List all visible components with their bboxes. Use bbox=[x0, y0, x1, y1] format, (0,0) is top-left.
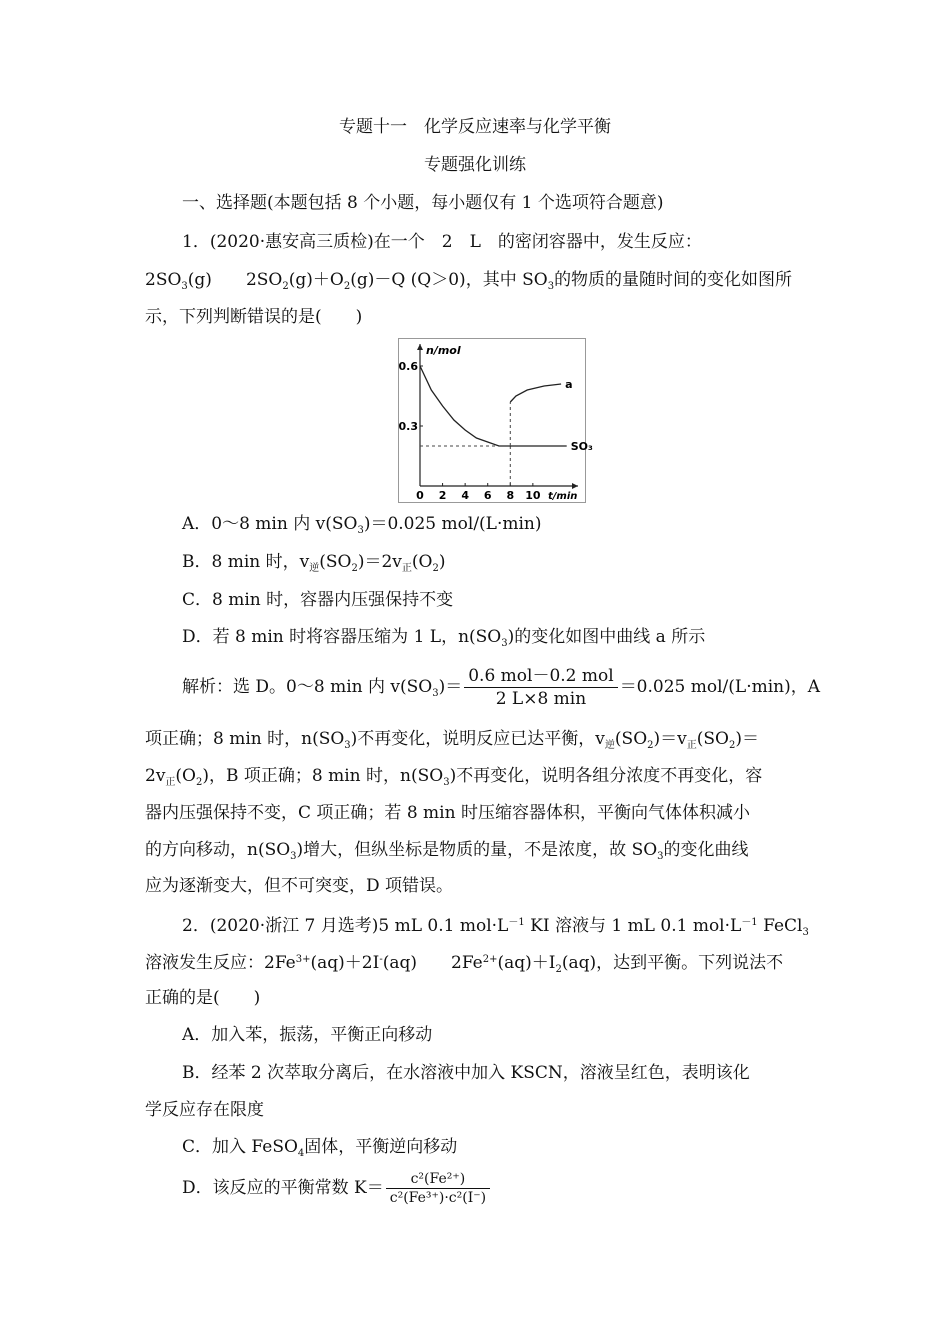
x-tick-label: 6 bbox=[483, 489, 492, 502]
q1-analysis-line5: 的方向移动，$n(SO_3)$增大，但纵坐标是物质的量，不是浓度，故 $SO_3$的变化曲线 bbox=[145, 840, 749, 862]
y-axis-label: n/mol bbox=[426, 344, 461, 357]
q2-option-a: A．加入苯，振荡，平衡正向移动 bbox=[182, 1025, 433, 1045]
x-tick-label: 2 bbox=[438, 489, 447, 502]
q1-line1: 1．(2020·惠安高三质检)在一个 2 L 的密闭容器中，发生反应： bbox=[182, 232, 702, 252]
q2-option-b-line2: 学反应存在限度 bbox=[145, 1100, 264, 1120]
q2-option-d: D．该反应的平衡常数 K＝ $\frac{\text{c²(Fe²⁺)}}{\text{c²(Fe³⁺)·c²(I⁻)}}$ bbox=[182, 1170, 492, 1207]
x-tick-label: 0 bbox=[416, 489, 424, 502]
q1-analysis-line2: 项正确；8 min 时，$n(SO_3)$不再变化，说明反应已达平衡，$v_逆(SO_2)=v_正(SO_2)=$ bbox=[145, 729, 759, 751]
q1-analysis-line4: 器内压强保持不变，C 项正确；若 8 min 时压缩容器体积，平衡向气体体积减小 bbox=[145, 803, 750, 823]
q2-option-c: C．加入 FeSO$_4$固体，平衡逆向移动 bbox=[182, 1137, 458, 1159]
y-tick-label: 0.3 bbox=[398, 420, 418, 433]
x-tick-label: 8 bbox=[506, 489, 515, 502]
x-tick-label: 4 bbox=[461, 489, 469, 502]
q1-option-d: D．若 8 min 时将容器压缩为 1 L，$n(SO_3)$的变化如图中曲线 a 所示 bbox=[182, 627, 706, 649]
equilibrium-constant-fraction: $\frac{\text{c²(Fe²⁺)}}{\text{c²(Fe³⁺)·c²(I⁻)}}$ bbox=[386, 1170, 490, 1207]
q1-analysis-line6: 应为逐渐变大，但不可突变，D 项错误。 bbox=[145, 876, 454, 896]
series-label: a bbox=[565, 378, 573, 391]
series-label: SO₃ bbox=[570, 440, 593, 453]
y-tick-label: 0.6 bbox=[398, 360, 418, 373]
q1-equation: $2SO_3(g)$ $2SO_2(g)+O_2(g)-Q$ (Q＞0)，其中 $SO_3$的物质的量随时间的变化如图所 bbox=[145, 270, 793, 292]
x-axis-label: t/min bbox=[548, 491, 578, 502]
so3-amount-chart bbox=[398, 338, 593, 503]
page-title: 专题十一 化学反应速率与化学平衡 bbox=[339, 117, 611, 137]
x-tick-label: 10 bbox=[525, 489, 541, 502]
q1-line3: 示，下列判断错误的是( ) bbox=[145, 307, 363, 327]
q2-line2: 溶液发生反应：$2Fe^{3+}(aq)+2I^-(aq)$ $2Fe^{2+}(aq)+I_2(aq)$，达到平衡。下列说法不 bbox=[145, 953, 784, 975]
q1-option-b: B．8 min 时，$v_逆(SO_2)=2v_正(O_2)$ bbox=[182, 552, 446, 574]
q1-option-a: A．0～8 min 内 $v(SO_3)=0.025$ mol/(L·min) bbox=[182, 514, 542, 536]
q2-line3: 正确的是( ) bbox=[145, 988, 261, 1008]
section-heading: 一、选择题(本题包括 8 个小题，每小题仅有 1 个选项符合题意) bbox=[182, 193, 664, 213]
page-subtitle: 专题强化训练 bbox=[424, 155, 526, 175]
q1-analysis-line1: 解析：选 D。0～8 min 内 $v(SO_3)=$ $\frac{\text{0.6 mol－0.2 mol}}{2 L\times 8 \min}$ ＝0.025 mol/(L·min)，A bbox=[182, 666, 821, 709]
q2-option-b-line1: B．经苯 2 次萃取分离后，在水溶液中加入 KSCN，溶液呈红色，表明该化 bbox=[182, 1063, 750, 1083]
q1-analysis-line3: $2v_正(O_2)$，B 项正确；8 min 时，$n(SO_3)$不再变化，说明各组分浓度不再变化，容 bbox=[145, 766, 763, 788]
q2-line1: 2．(2020·浙江 7 月选考)5 mL 0.1 $mol\cdot L^{-1}$ KI 溶液与 1 mL 0.1 $mol\cdot L^{-1}$ FeCl$_3$ bbox=[182, 916, 809, 938]
q1-option-c: C．8 min 时，容器内压强保持不变 bbox=[182, 590, 454, 610]
